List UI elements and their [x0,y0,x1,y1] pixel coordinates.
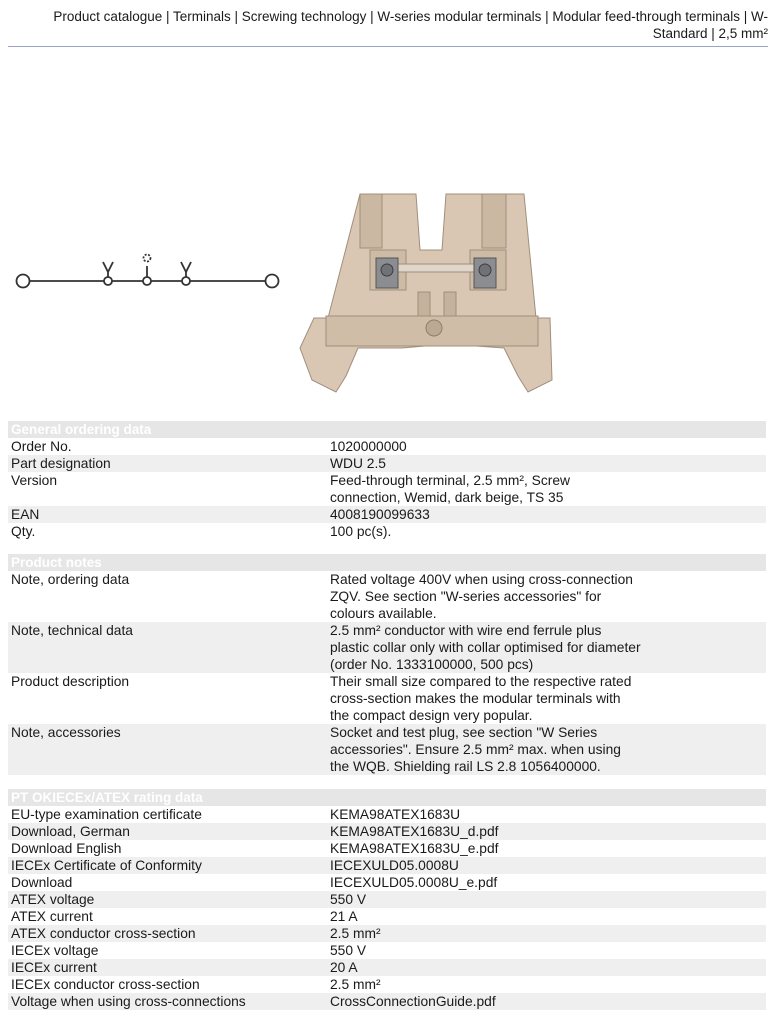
row-label: EU-type examination certificate [11,807,202,822]
row-label: EAN [11,507,40,522]
table-row [8,523,766,540]
row-label: Qty. [11,524,36,539]
table-row [8,925,766,942]
product-image [298,188,566,400]
row-label: Note, accessories [11,725,121,740]
table-row [8,942,766,959]
table-row [8,891,766,908]
row-label: IECEx Certificate of Conformity [11,858,202,873]
row-value: IECEXULD05.0008U [330,858,459,873]
section-general-ordering-data [8,421,766,540]
breadcrumb: Product catalogue | Terminals | Screwing technology | W-series modular terminals | Modular feed-through terminals | W-Standard | 2,5 mm² [53,9,768,41]
row-label: Product description [11,674,130,689]
row-label: Note, technical data [11,623,133,638]
section-header: General ordering data [8,421,766,438]
table-row [8,908,766,925]
table-row [8,506,766,523]
row-label: Version [11,473,58,488]
row-value: 100 pc(s). [330,524,392,539]
row-label: Download, German [11,824,130,839]
row-label: Voltage when using cross-connections [11,994,246,1009]
row-value: Socket and test plug, see section "W Series accessories". Ensure 2.5 mm² max. when using the WQB. Shielding rail LS 2.8 1056400000. [330,725,621,774]
row-value: 21 A [330,909,358,924]
table-row [8,571,766,622]
download-english-link[interactable]: KEMA98ATEX1683U_e.pdf [330,841,499,856]
row-label: Part designation [11,456,111,471]
table-row [8,857,766,874]
table-row [8,724,766,775]
row-value: 20 A [330,960,358,975]
table-row [8,874,766,891]
iecex-download-link[interactable]: IECEXULD05.0008U_e.pdf [330,875,498,890]
table-row [8,472,766,506]
row-value: KEMA98ATEX1683U [330,807,461,822]
row-value: 550 V [330,943,367,958]
terminal-schematic-icon [10,248,290,298]
table-row [8,959,766,976]
row-label: Order No. [11,439,72,454]
section-header: Product notes [8,554,766,571]
download-german-link[interactable]: KEMA98ATEX1683U_d.pdf [330,824,499,839]
table-row [8,455,766,472]
table-row [8,622,766,673]
table-row [8,673,766,724]
row-value: 2.5 mm² [330,926,381,941]
row-label: ATEX conductor cross-section [11,926,196,941]
row-label: IECEx conductor cross-section [11,977,200,992]
row-label: IECEx voltage [11,943,99,958]
row-label: Download English [11,841,122,856]
table-row [8,840,766,857]
breadcrumb-divider [8,46,768,47]
table-row [8,806,766,823]
section-product-notes [8,554,766,775]
table-row [8,438,766,455]
cross-connection-guide-link[interactable]: CrossConnectionGuide.pdf [330,994,496,1009]
row-value: 2.5 mm² [330,977,381,992]
row-value: WDU 2.5 [330,456,386,471]
row-value: 1020000000 [330,439,407,454]
row-value: 4008190099633 [330,507,430,522]
row-value: Their small size compared to the respective rated cross-section makes the modular terminals with the compact design very popular. [330,674,632,723]
row-value: Rated voltage 400V when using cross-connection ZQV. See section "W-series accessories" for colours available. [330,572,633,621]
section-header: PT OKIECEx/ATEX rating data [8,789,766,806]
row-label: Download [11,875,73,890]
row-label: IECEx current [11,960,97,975]
table-row [8,993,766,1010]
row-label: ATEX current [11,909,93,924]
table-row [8,976,766,993]
row-label: ATEX voltage [11,892,95,907]
section-atex-rating-data [8,789,766,1010]
row-value: Feed-through terminal, 2.5 mm², Screw connection, Wemid, dark beige, TS 35 [330,473,570,505]
datasheet-sections [8,421,766,1024]
row-value: 550 V [330,892,367,907]
row-label: Note, ordering data [11,572,130,587]
table-row [8,823,766,840]
row-value: 2.5 mm² conductor with wire end ferrule plus plastic collar only with collar optimised for diameter (order No. 1333100000, 500 pcs) [330,623,641,672]
